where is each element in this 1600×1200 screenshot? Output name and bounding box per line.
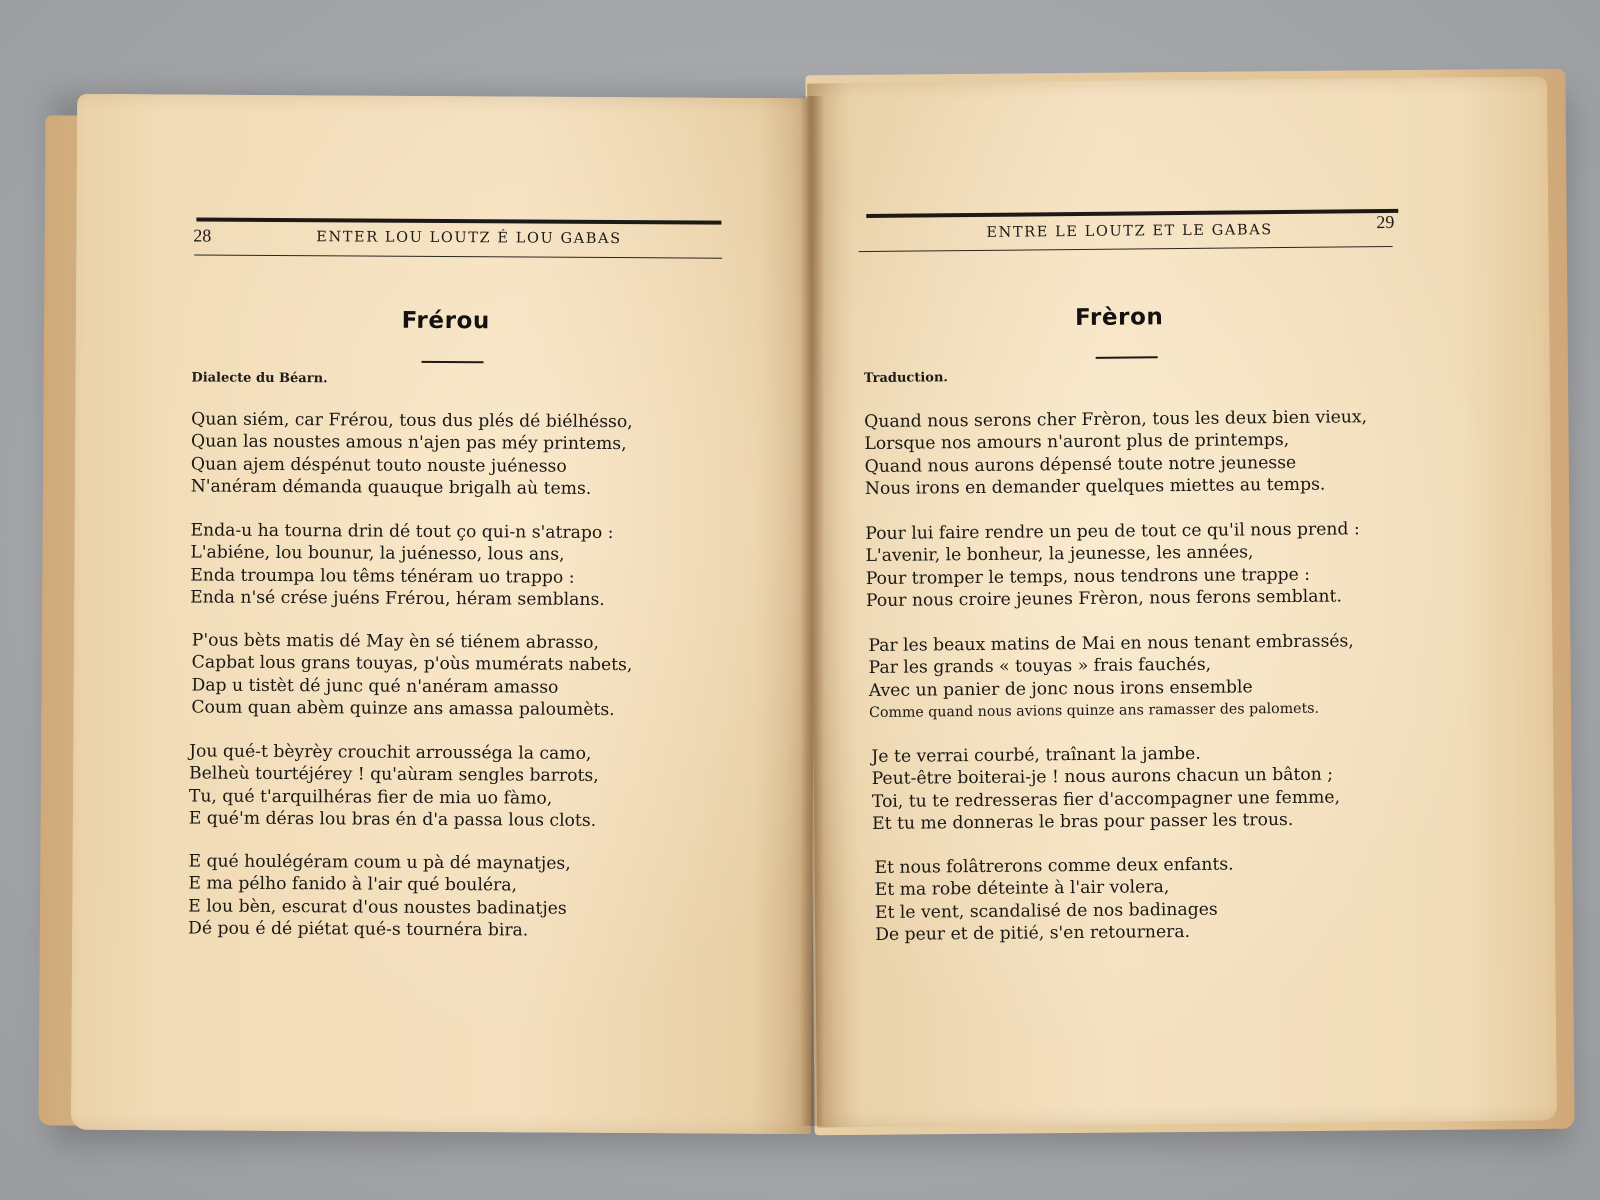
page-number: 29 xyxy=(1376,211,1395,233)
poem-line: De peur et de pitié, s'en retournera. xyxy=(875,921,1191,945)
poem-line: Coum quan abèm quinze ans amassa paloumèts. xyxy=(191,697,615,720)
stanza-1 xyxy=(864,406,1368,500)
poem-title: Frèron xyxy=(1074,304,1164,332)
poem-line: Dé pou é dé piétat qué-s tournéra bira. xyxy=(188,918,529,941)
poem-line: Enda-u ha tourna drin dé tout ço qui-n s'atrapo : xyxy=(190,520,614,544)
stanza-4 xyxy=(871,741,1340,835)
book-gutter xyxy=(800,96,824,1126)
poem-line: Quan ajem déspénut touto nouste juénesso xyxy=(190,454,567,477)
poem-line: Quand nous aurons dépensé toute notre jeunesse xyxy=(864,452,1297,477)
header-thin-rule xyxy=(859,246,1393,252)
poem-line: Lorsque nos amours n'auront plus de printemps, xyxy=(864,430,1290,455)
poem-line: Je te verrai courbé, traînant la jambe. xyxy=(871,743,1201,767)
stanza-2 xyxy=(865,518,1360,612)
header-thick-rule xyxy=(196,217,721,224)
stanza-1 xyxy=(191,408,633,500)
poem-line: L'avenir, le bonheur, la jeunesse, les années, xyxy=(865,542,1254,567)
poem-line: Nous irons en demander quelques miettes au temps. xyxy=(864,474,1326,499)
running-head: ENTER LOU LOUTZ É LOU GABAS xyxy=(316,229,622,248)
poem-line: E lou bèn, escurat d'ous noustes badinatjes xyxy=(188,896,567,919)
poem-title: Frérou xyxy=(401,307,491,335)
poem-line: Avec un panier de jonc nous irons ensemble xyxy=(868,676,1253,701)
poem-line: Enda n'sé crése juéns Frérou, héram semblans. xyxy=(190,587,605,610)
header-thick-rule xyxy=(866,209,1398,218)
poem-subtitle: Dialecte du Béarn. xyxy=(191,370,328,387)
stanza-5 xyxy=(874,854,1234,947)
poem-line: Pour lui faire rendre un peu de tout ce qu'il nous prend : xyxy=(865,519,1360,545)
poem-line: Par les beaux matins de Mai en nous tenant embrassés, xyxy=(868,631,1354,657)
poem-line: Quand nous serons cher Frèron, tous les deux bien vieux, xyxy=(864,407,1368,433)
poem-line: Comme quand nous avions quinze ans ramasser des palomets. xyxy=(868,700,1320,721)
header-thin-rule xyxy=(194,254,722,258)
left-page xyxy=(71,94,817,1135)
poem-line: N'anéram démanda quauque brigalh aù tems. xyxy=(190,476,592,499)
stanza-5 xyxy=(188,850,571,942)
poem-line: E qué'm déras lou bras én d'a passa lous clots. xyxy=(188,808,597,831)
right-page xyxy=(807,76,1557,1127)
poem-line: Et nous folâtrerons comme deux enfants. xyxy=(874,854,1234,878)
poem-line: Capbat lous grans touyas, p'oùs mumérats nabets, xyxy=(191,652,633,676)
stanza-4 xyxy=(189,740,599,832)
poem-line: P'ous bèts matis dé May èn sé tiénem abrasso, xyxy=(191,630,600,653)
poem-line: Dap u tistèt dé junc qué n'anéram amasso xyxy=(191,675,559,698)
title-underline xyxy=(422,361,484,363)
poem-line: Peut-être boiterai-je ! nous aurons chacun un bâton ; xyxy=(871,764,1334,790)
poem-line: Tu, qué t'arquilhéras fier de mia uo fàmo, xyxy=(188,786,553,809)
poem-line: Et le vent, scandalisé de nos badinages xyxy=(874,899,1218,923)
poem-line: Quan las noustes amous n'ajen pas méy printems, xyxy=(190,431,627,455)
page-number: 28 xyxy=(193,225,212,246)
poem-line: Pour tromper le temps, nous tendrons une trappe : xyxy=(865,564,1311,589)
stanza-3 xyxy=(191,629,632,721)
poem-line: Enda troumpa lou têms ténéram uo trappo : xyxy=(190,565,575,588)
poem-line: Par les grands « touyas » frais fauchés, xyxy=(868,655,1212,679)
running-head: ENTRE LE LOUTZ ET LE GABAS xyxy=(986,222,1273,241)
poem-line: L'abiéne, lou bounur, la juénesso, lous ans, xyxy=(190,542,565,566)
poem-line: E qué houlégéram coum u pà dé maynatjes, xyxy=(188,851,571,874)
title-underline xyxy=(1096,356,1158,358)
poem-line: Et ma robe déteinte à l'air volera, xyxy=(874,877,1170,901)
poem-line: Et tu me donneras le bras pour passer les trous. xyxy=(872,809,1294,834)
poem-line: Jou qué-t bèyrèy crouchit arrousséga la camo, xyxy=(189,741,592,764)
poem-line: E ma pélho fanido à l'air qué bouléra, xyxy=(188,873,518,896)
stanza-2 xyxy=(190,519,614,611)
poem-line: Belheù tourtéjérey ! qu'aùram sengles barrots, xyxy=(188,763,599,787)
stanza-3 xyxy=(868,630,1354,724)
poem-line: Quan siém, car Frérou, tous dus plés dé biélhésso, xyxy=(191,409,633,433)
poem-line: Toi, tu te redresseras fier d'accompagner une femme, xyxy=(871,787,1341,812)
poem-subtitle: Traduction. xyxy=(863,370,948,387)
poem-line: Pour nous croire jeunes Frèron, nous ferons semblant. xyxy=(865,586,1342,611)
